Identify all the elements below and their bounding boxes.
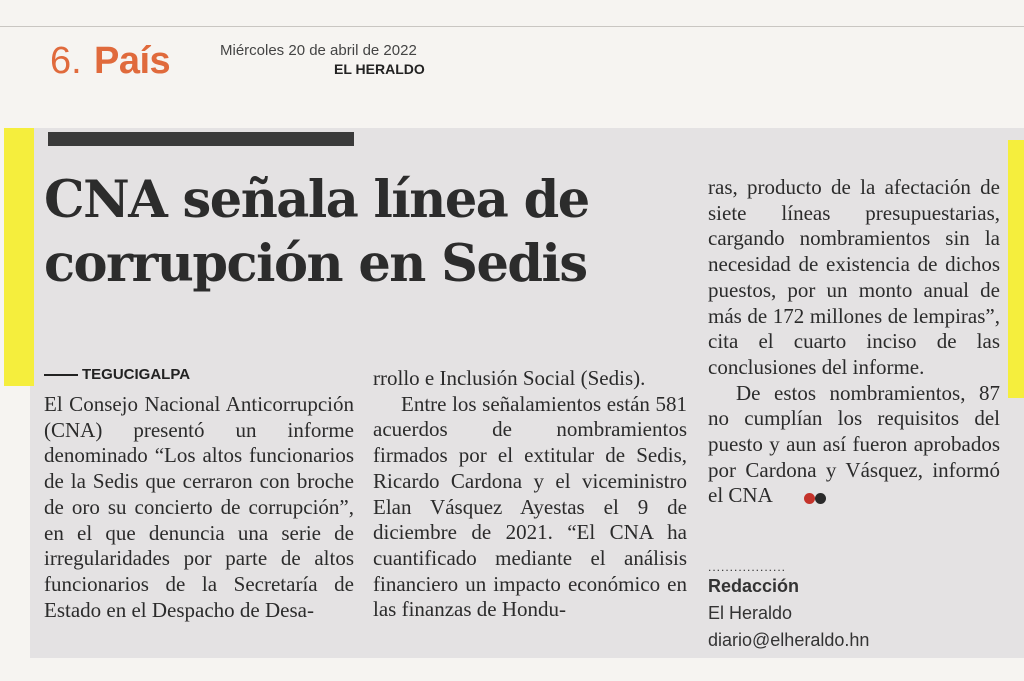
section-title: País (94, 40, 171, 82)
paragraph: Entre los señalamientos están 581 acuerdos de nombramientos firmados por el extitular de Sedis, Ricardo Cardona y el viceministro Elan Vásquez Ayestas el 9 de diciembre de 2021. “El CNA ha cuantificado mediante el análisis financiero un impacto económico en las finanzas de Hondu- (373, 391, 687, 622)
end-dot-red (804, 493, 815, 504)
publication-date: Miércoles 20 de abril de 2022 (220, 42, 417, 59)
signature-author: Redacción (708, 576, 800, 596)
signature-outlet: El Heraldo (708, 603, 793, 623)
end-of-story-icon (776, 485, 826, 511)
paragraph: rrollo e Inclusión Social (Sedis). (373, 366, 646, 390)
dateline-text: TEGUCIGALPA (82, 366, 191, 383)
paragraph: ras, producto de la afectación de siete líneas presupuestarias, cargando nombramientos sin la necesidad de existencia de dichos puestos, por un monto anual de más de 172 millones de lempiras”, cita el cuarto inciso de las conclusiones del informe. (708, 175, 1000, 379)
highlighter-mark-right (1008, 140, 1024, 398)
headline-line-1: CNA señala línea de (44, 170, 589, 230)
article-column-2 (373, 366, 687, 623)
signature-email: diario@elheraldo.hn (708, 630, 870, 650)
end-dot-dark (815, 493, 826, 504)
page-number: 6. (50, 40, 82, 82)
paragraph-last (708, 381, 1000, 511)
page-top-rule (0, 26, 1024, 27)
highlighter-mark-left (4, 128, 34, 386)
dateline (44, 366, 190, 383)
article-headline (44, 168, 694, 296)
paragraph: El Consejo Nacional Anticorrupción (CNA) presentó un informe denominado “Los altos funcionarios de la Sedis que cerraron con broche de oro su concierto de corrupción”, en el que denuncia una serie de irregularidades por parte de altos funcionarios de la Secretaría de Estado en el Despacho de Desa- (44, 392, 354, 622)
paragraph-text: De estos nombramientos, 87 no cumplían los requisitos del puesto y aun así fueron aprobados por Cardona y Vásquez, informó el CNA (708, 380, 1000, 508)
headline-rule (48, 132, 354, 146)
dateline-bar (44, 374, 78, 376)
article-column-1 (44, 392, 354, 623)
headline-line-2: corrupción en Sedis (44, 234, 587, 294)
signature-separator: .................. (708, 560, 787, 574)
newspaper-name: EL HERALDO (334, 61, 425, 77)
article-column-3 (708, 175, 1000, 510)
